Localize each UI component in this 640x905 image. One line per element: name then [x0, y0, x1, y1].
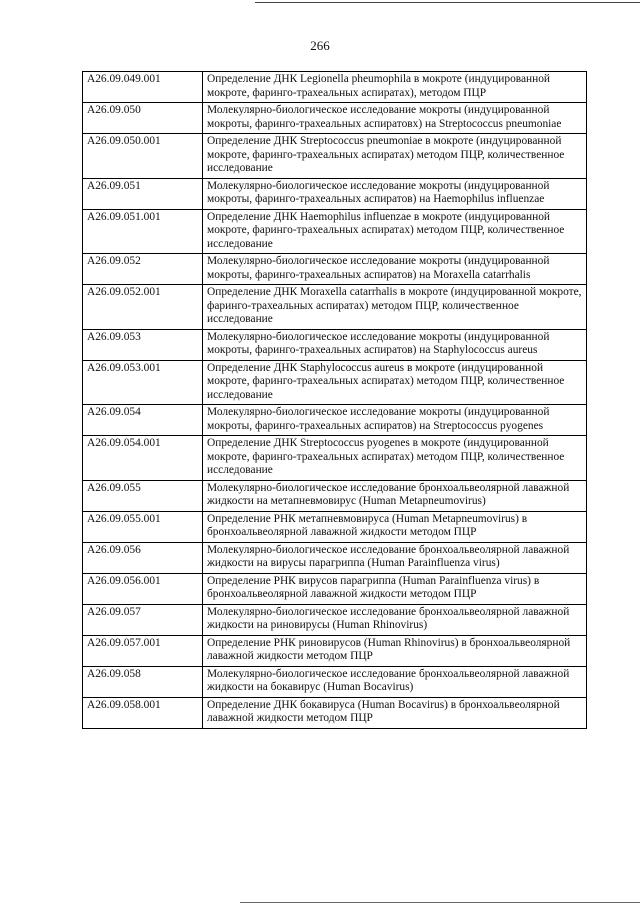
table-row [83, 360, 587, 405]
service-code-cell: A26.09.052.001 [83, 285, 203, 330]
service-description-cell: Определение ДНК Legionella pheumophila в мокроте (индуцированной мокроте, фаринго-трахеальных аспиратах), методом ПЦР [203, 72, 587, 103]
service-code-cell: A26.09.058.001 [83, 697, 203, 728]
service-code-cell: A26.09.057.001 [83, 635, 203, 666]
service-code-cell: A26.09.049.001 [83, 72, 203, 103]
service-code-cell: A26.09.055 [83, 480, 203, 511]
service-code-cell: A26.09.052 [83, 254, 203, 285]
service-description-cell: Определение ДНК Moraxella catarrhalis в мокроте (индуцированной мокроте, фаринго-трахеальных аспиратах) методом ПЦР, количественное исследование [203, 285, 587, 330]
service-code-cell: A26.09.051 [83, 178, 203, 209]
table-row [83, 666, 587, 697]
service-description-cell: Молекулярно-биологическое исследование бронхоальвеолярной лаважной жидкости на вирусы парагриппа (Human Parainfluenza virus) [203, 542, 587, 573]
service-description-cell: Определение РНК риновирусов (Human Rhinovirus) в бронхоальвеолярной лаважной жидкости методом ПЦР [203, 635, 587, 666]
service-description-cell: Определение ДНК Streptococcus pneumoniae в мокроте (индуцированной мокроте, фаринго-трахеальных аспиратах) методом ПЦР, количественное исследование [203, 134, 587, 179]
service-description-cell: Определение ДНК Staphylococcus aureus в мокроте (индуцированной мокроте, фаринго-трахеальных аспиратах) методом ПЦР, количественное исследование [203, 360, 587, 405]
service-description-cell: Определение ДНК Streptococcus pyogenes в мокроте (индуцированной мокроте, фаринго-трахеальных аспиратах) методом ПЦР, количественное исследование [203, 436, 587, 481]
table-row [83, 285, 587, 330]
table-row [83, 511, 587, 542]
table-row [83, 604, 587, 635]
service-description-cell: Молекулярно-биологическое исследование мокроты (индуцированной мокроты, фаринго-трахеальных аспиратовх) на Streptococcus pneumoniae [203, 103, 587, 134]
service-description-cell: Молекулярно-биологическое исследование мокроты (индуцированной мокроты, фаринго-трахеальных аспиратов) на Haemophilus influenzae [203, 178, 587, 209]
table-row [83, 254, 587, 285]
service-code-cell: A26.09.053.001 [83, 360, 203, 405]
page-number: 266 [310, 38, 330, 53]
table-row [83, 329, 587, 360]
service-description-cell: Молекулярно-биологическое исследование мокроты (индуцированной мокроты, фаринго-трахеальных аспиратов) на Staphylococcus aureus [203, 329, 587, 360]
table-row [83, 103, 587, 134]
table-row [83, 405, 587, 436]
service-code-cell: A26.09.058 [83, 666, 203, 697]
service-code-cell: A26.09.050.001 [83, 134, 203, 179]
bottom-edge-line [240, 902, 640, 903]
service-description-cell: Молекулярно-биологическое исследование бронхоальвеолярной лаважной жидкости на бокавирус (Human Bocavirus) [203, 666, 587, 697]
service-description-cell: Молекулярно-биологическое исследование бронхоальвеолярной лаважной жидкости на риновирусы (Human Rhinovirus) [203, 604, 587, 635]
service-description-cell: Молекулярно-биологическое исследование мокроты (индуцированной мокроты, фаринго-трахеальных аспиратов) на Moraxella catarrhalis [203, 254, 587, 285]
table-row [83, 573, 587, 604]
table-row [83, 178, 587, 209]
service-code-cell: A26.09.055.001 [83, 511, 203, 542]
service-code-cell: A26.09.053 [83, 329, 203, 360]
table-row [83, 436, 587, 481]
service-description-cell: Определение РНК вирусов парагриппа (Human Parainfluenza virus) в бронхоальвеолярной лаважной жидкости методом ПЦР [203, 573, 587, 604]
service-code-cell: A26.09.054.001 [83, 436, 203, 481]
service-code-table [82, 71, 587, 729]
top-edge-line [255, 2, 640, 3]
table-row [83, 209, 587, 254]
service-code-cell: A26.09.056.001 [83, 573, 203, 604]
service-code-cell: A26.09.050 [83, 103, 203, 134]
table-row [83, 480, 587, 511]
service-description-cell: Молекулярно-биологическое исследование мокроты (индуцированной мокроты, фаринго-трахеальных аспиратов) на Streptococcus pyogenes [203, 405, 587, 436]
table-row [83, 72, 587, 103]
service-description-cell: Молекулярно-биологическое исследование бронхоальвеолярной лаважной жидкости на метапневмовирус (Human Metapneumovirus) [203, 480, 587, 511]
service-code-cell: A26.09.051.001 [83, 209, 203, 254]
service-code-cell: A26.09.054 [83, 405, 203, 436]
service-description-cell: Определение ДНК бокавируса (Human Bocavirus) в бронхоальвеолярной лаважной жидкости методом ПЦР [203, 697, 587, 728]
service-description-cell: Определение ДНК Haemophilus influenzae в мокроте (индуцированной мокроте, фаринго-трахеальных аспиратах) методом ПЦР, количественное исследование [203, 209, 587, 254]
table-row [83, 542, 587, 573]
service-code-cell: A26.09.056 [83, 542, 203, 573]
table-row [83, 697, 587, 728]
table-row [83, 134, 587, 179]
service-code-cell: A26.09.057 [83, 604, 203, 635]
table-row [83, 635, 587, 666]
table-body [83, 72, 587, 729]
service-description-cell: Определение РНК метапневмовируса (Human Metapneumovirus) в бронхоальвеолярной лаважной жидкости методом ПЦР [203, 511, 587, 542]
